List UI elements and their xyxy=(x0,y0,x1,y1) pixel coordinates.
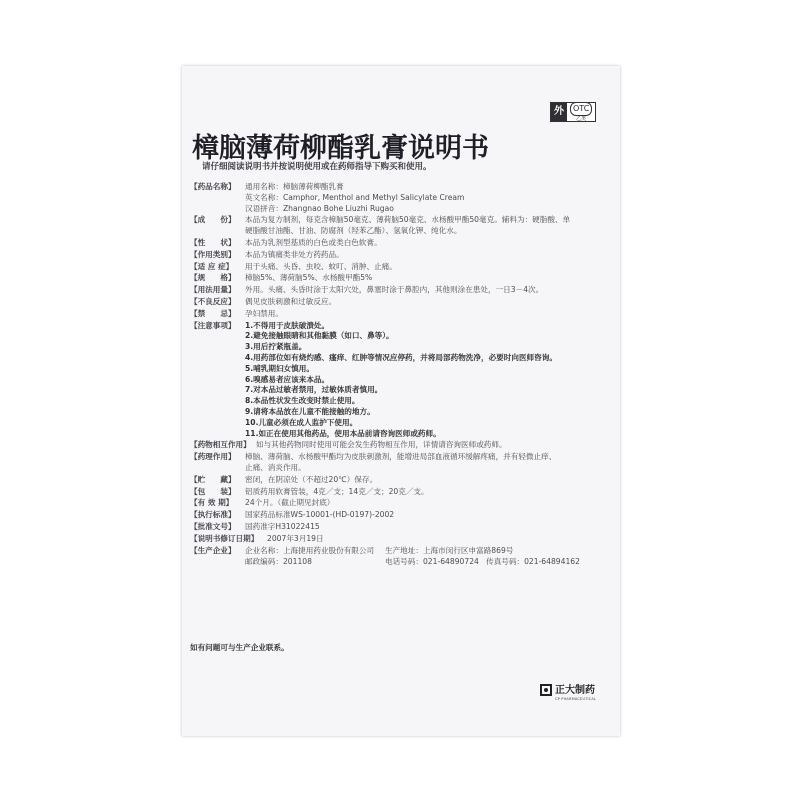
phone-number: 电话号码：021-64890724 xyxy=(385,557,479,567)
section-text: 密闭，在阴凉处（不超过20℃）保存。 xyxy=(245,474,378,484)
section-label: 【性 状】 xyxy=(190,237,236,247)
section-label: 【药物相互作用】 xyxy=(190,440,251,450)
section-adverse xyxy=(190,297,615,308)
section-standard xyxy=(190,510,615,521)
section-indications xyxy=(190,262,615,273)
section-pharmacology xyxy=(190,452,615,474)
section-text: 铝质药用软膏管装，4克／支；14克／支；20克／支。 xyxy=(245,486,429,496)
note-item: 6.嗅感易者应该来本品。 xyxy=(245,374,330,384)
section-text: 孕妇禁用。 xyxy=(245,308,283,318)
section-label: 【有 效 期】 xyxy=(190,498,234,508)
section-manufacturer xyxy=(190,546,615,569)
section-storage xyxy=(190,475,615,486)
section-validity xyxy=(190,498,615,509)
note-item: 1.不得用于皮肤破溃处。 xyxy=(245,320,330,330)
section-label: 【包 装】 xyxy=(190,486,236,496)
section-label: 【用法用量】 xyxy=(190,285,236,295)
contact-note: 如有问题可与生产企业联系。 xyxy=(190,643,289,652)
postal-code: 邮政编码：201108 xyxy=(245,557,312,567)
section-approval xyxy=(190,522,615,533)
section-label: 【批准文号】 xyxy=(190,521,236,531)
section-revision xyxy=(190,534,615,545)
note-item: 8.本品性状发生改变时禁止使用。 xyxy=(245,396,360,406)
otc-mark xyxy=(567,102,595,122)
leaflet-paper xyxy=(182,66,620,736)
otc-class-label: 乙类 xyxy=(576,116,587,122)
note-item: 2.避免接触眼睛和其他黏膜（如口、鼻等）。 xyxy=(245,331,394,341)
logo-mark-icon xyxy=(540,684,552,696)
note-item: 9.请将本品放在儿童不能接触的地方。 xyxy=(245,406,375,416)
external-use-mark: 外 xyxy=(551,103,567,121)
section-label: 【执行标准】 xyxy=(190,510,236,520)
fax-number: 传真号码：021-64894162 xyxy=(486,557,580,567)
document-title: 樟脑薄荷柳酯乳膏说明书 xyxy=(192,133,489,164)
section-label: 【规 格】 xyxy=(190,273,236,283)
section-notes xyxy=(190,321,615,440)
section-label: 【不良反应】 xyxy=(190,296,236,306)
ingredients-line: 本品为复方制剂，每克含樟脑50毫克、薄荷脑50毫克、水杨酸甲酯50毫克。辅料为：硬脂酸、单 xyxy=(245,215,571,225)
logo-name: 正大制药 xyxy=(555,685,595,696)
english-name: 英文名称：Camphor, Menthol and Methyl Salicylate Cream xyxy=(245,192,465,202)
section-label: 【生产企业】 xyxy=(190,545,236,555)
section-label: 【禁 忌】 xyxy=(190,308,236,318)
note-item: 5.哺乳期妇女慎用。 xyxy=(245,363,314,373)
section-text: 24个月。（截止期见封底） xyxy=(245,498,335,508)
section-text: 本品为镇痛类非处方药药品。 xyxy=(245,249,344,259)
pharmacology-line: 止痛、消炎作用。 xyxy=(245,462,306,472)
section-text: 偶见皮肤刺激和过敏反应。 xyxy=(245,296,337,306)
section-drug-name xyxy=(190,182,615,214)
note-item: 4.用药部位如有烧灼感、瘙痒、红肿等情况应停药，并将局部药物洗净，必要时向医师咨询。 xyxy=(245,352,557,362)
pinyin-name: 汉语拼音：Zhangnao Bohe Liuzhi Rugao xyxy=(245,203,394,213)
section-label: 【药理作用】 xyxy=(190,452,236,462)
section-character xyxy=(190,238,615,249)
section-text: 国药准字H31022415 xyxy=(245,521,320,531)
note-item: 11.如正在使用其他药品，使用本品前请咨询医师或药师。 xyxy=(245,428,441,438)
section-label: 【贮 藏】 xyxy=(190,474,236,484)
section-package xyxy=(190,487,615,498)
section-text: 本品为乳剂型基质的白色或类白色软膏。 xyxy=(245,237,382,247)
pharmacology-line: 樟脑、薄荷脑、水杨酸甲酯均为皮肤刺激剂，能增进局部血液循环缓解疼痛，并有轻微止痒、 xyxy=(245,452,557,462)
section-category xyxy=(190,250,615,261)
company-logo xyxy=(540,678,596,701)
section-label: 【成 份】 xyxy=(190,215,236,225)
section-interactions xyxy=(190,440,615,451)
section-text: 樟脑5%、薄荷脑5%、水杨酸甲酯5% xyxy=(245,273,373,283)
note-item: 10.儿童必须在成人监护下使用。 xyxy=(245,417,358,427)
section-text: 用于头痛、头昏、虫咬、蚊叮、消肿、止痛。 xyxy=(245,261,397,271)
section-label: 【作用类别】 xyxy=(190,249,236,259)
common-name: 通用名称：樟脑薄荷柳酯乳膏 xyxy=(245,182,344,191)
section-text: 2007年3月19日 xyxy=(267,533,324,543)
ingredients-line: 硬脂酸甘油酯、甘油、防腐剂（羟苯乙酯）、氢氧化钾、纯化水。 xyxy=(245,226,462,236)
section-ingredients xyxy=(190,215,615,237)
section-usage xyxy=(190,285,615,296)
section-text: 国家药品标准WS-10001-(HD-0197)-2002 xyxy=(245,510,395,520)
section-spec xyxy=(190,273,615,284)
section-text: 如与其他药物同时使用可能会发生药物相互作用，详情请咨询医师或药师。 xyxy=(256,440,507,450)
leaflet-body xyxy=(190,182,615,569)
logo-subtitle: CP PHARMACEUTICAL xyxy=(555,697,597,701)
company-address: 生产地址：上海市闵行区申富路869号 xyxy=(385,545,514,555)
section-label: 【适 应 症】 xyxy=(190,261,234,271)
section-label: 【说明书修订日期】 xyxy=(190,533,259,543)
section-label: 【药品名称】 xyxy=(190,182,236,191)
document-subtitle: 请仔细阅读说明书并按说明使用或在药师指导下购买和使用。 xyxy=(202,162,432,172)
section-text: 外用。头痛、头昏时涂于太阳穴处，鼻塞时涂于鼻腔内，其他则涂在患处，一日3－4次。 xyxy=(245,285,544,295)
note-item: 7.对本品过敏者禁用，过敏体质者慎用。 xyxy=(245,385,383,395)
note-item: 3.用后拧紧瓶盖。 xyxy=(245,342,307,352)
section-label: 【注意事项】 xyxy=(190,320,236,330)
otc-badge xyxy=(550,102,596,122)
phone-fax xyxy=(385,557,615,568)
section-contraindications xyxy=(190,309,615,320)
otc-label: OTC xyxy=(570,102,592,116)
company-name: 企业名称：上海捷用药业股份有限公司 xyxy=(245,545,375,555)
